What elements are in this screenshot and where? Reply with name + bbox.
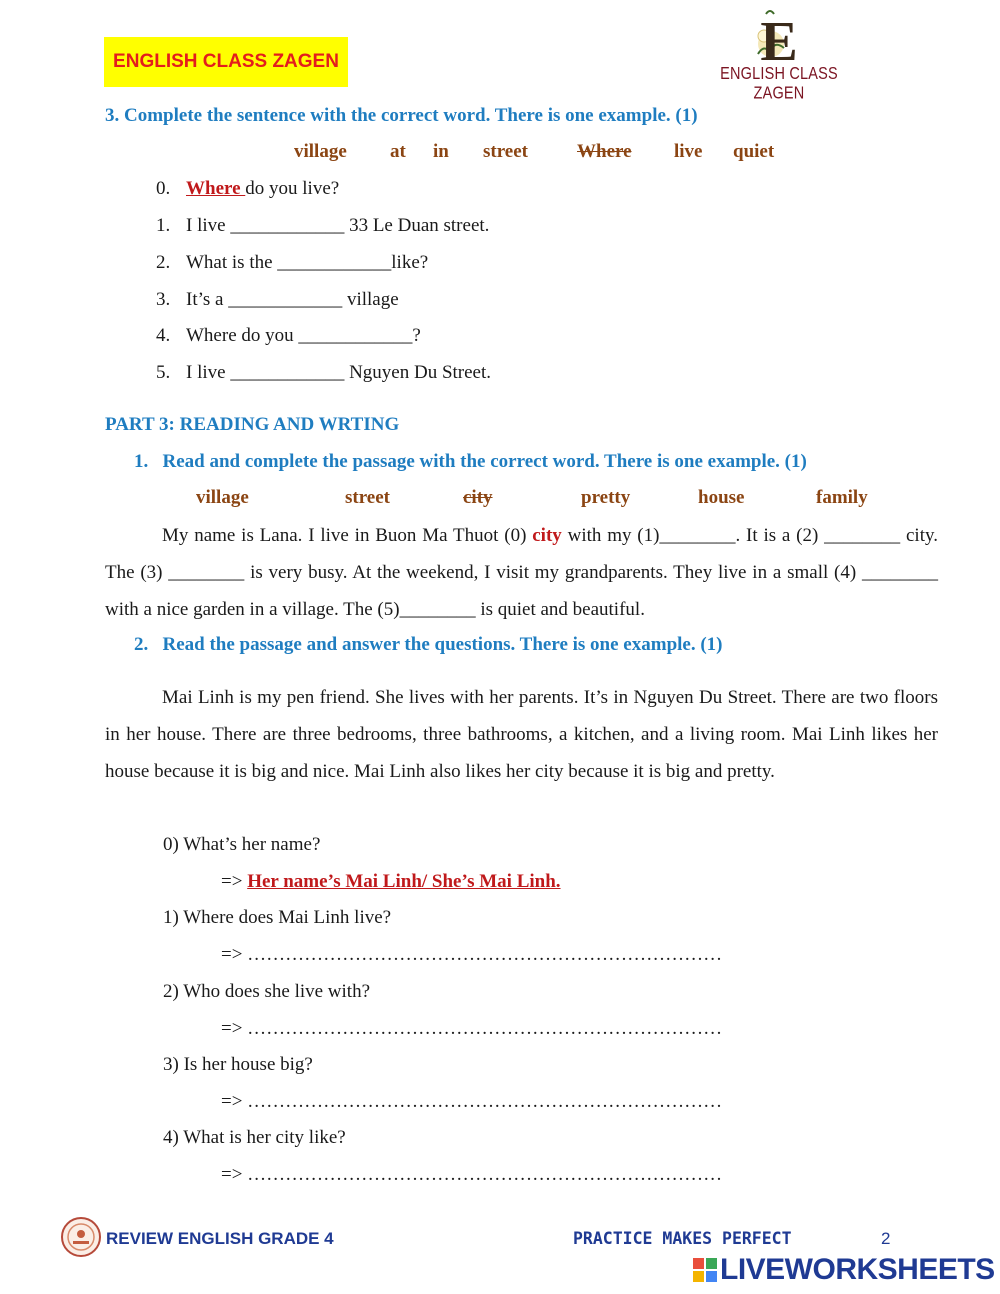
- wordbank-word: live: [674, 141, 703, 162]
- footer-right-text: PRACTICE MAKES PERFECT: [573, 1229, 792, 1248]
- item-text: I live ____________ 33 Le Duan street.: [186, 215, 490, 236]
- example-text: do you live?: [245, 178, 340, 199]
- exercise3-item: [156, 324, 421, 348]
- exercise3-title: 3. Complete the sentence with the correct word. There is one example. (1): [105, 105, 698, 126]
- task2-passage: [105, 679, 938, 790]
- wordbank-word: house: [698, 487, 745, 508]
- task1-title: 1. Read and complete the passage with the correct word. There is one example. (1): [134, 451, 807, 472]
- page-number: 2: [881, 1229, 891, 1248]
- passage-text: Mai Linh is my pen friend. She lives with her parents. It’s in Nguyen Du Street. There are two floors in her house. There are three bedrooms, three bathrooms, a kitchen, and a living room. Mai Linh likes her house because it is big and nice. Mai Linh also likes her city because it is big and pretty.: [105, 687, 938, 782]
- answer-line: => …………………………………………………………………: [221, 1091, 723, 1112]
- task2-question: 4) What is her city like?: [163, 1127, 346, 1148]
- item-text: What is the ____________like?: [186, 252, 429, 273]
- wordbank-word: quiet: [733, 141, 775, 162]
- exercise3-item: [156, 214, 489, 238]
- answer-line: => …………………………………………………………………: [221, 1164, 723, 1185]
- wordbank-word: at: [390, 141, 406, 162]
- item-text: It’s a ____________ village: [186, 289, 399, 310]
- answer-arrow: =>: [221, 871, 248, 892]
- example-answer: Her name’s Mai Linh/ She’s Mai Linh.: [247, 871, 561, 892]
- task2-question: 3) Is her house big?: [163, 1054, 313, 1075]
- wordbank-word: village: [294, 141, 347, 162]
- school-seal-icon: [60, 1216, 102, 1258]
- wordbank-word: in: [433, 141, 449, 162]
- liveworksheets-logo-icon: [693, 1258, 717, 1282]
- passage-text: with my (1)________. It is a (2) ________ city. The (3) ________ is very busy. At the weekend, I visit my grandparents. They live in a small (4) ________ with a nice garden in a village. The (5)________ is quiet and beautiful.: [105, 525, 938, 620]
- example-answer: Where: [186, 178, 246, 199]
- task2-title: 2. Read the passage and answer the questions. There is one example. (1): [134, 634, 723, 655]
- exercise3-item: [156, 288, 399, 312]
- task2-question: 1) Where does Mai Linh live?: [163, 907, 392, 928]
- item-number: 3.: [156, 289, 171, 310]
- task2-question: 2) Who does she live with?: [163, 981, 371, 1002]
- class-logo: [696, 6, 862, 104]
- footer-left-text: REVIEW ENGLISH GRADE 4: [106, 1229, 334, 1248]
- item-text: I live ____________ Nguyen Du Street.: [186, 362, 492, 383]
- answer-line: => …………………………………………………………………: [221, 944, 723, 965]
- item-number: 0.: [156, 178, 171, 199]
- task2-example-question: 0) What’s her name?: [163, 834, 321, 855]
- wordbank-word: pretty: [581, 487, 631, 508]
- wordbank-word-used: city: [463, 487, 493, 508]
- item-number: 1.: [156, 215, 171, 236]
- item-number: 5.: [156, 362, 171, 383]
- part3-title: PART 3: READING AND WRTING: [105, 414, 400, 435]
- wordbank-word: street: [483, 141, 529, 162]
- item-number: 4.: [156, 325, 171, 346]
- passage-text: My name is Lana. I live in Buon Ma Thuot (0): [162, 525, 533, 546]
- task2-example-answer-row: [221, 870, 561, 894]
- answer-line: => …………………………………………………………………: [221, 1018, 723, 1039]
- exercise3-item: [156, 251, 428, 275]
- exercise3-example: [156, 177, 339, 201]
- wordbank-word: street: [345, 487, 391, 508]
- item-number: 2.: [156, 252, 171, 273]
- wordbank-word: family: [816, 487, 868, 508]
- exercise3-item: [156, 361, 491, 385]
- task1-passage: [105, 517, 938, 628]
- header-banner: ENGLISH CLASS ZAGEN: [104, 37, 348, 87]
- logo-text: ENGLISH CLASS ZAGEN: [720, 64, 838, 104]
- item-text: Where do you ____________?: [186, 325, 421, 346]
- logo-emblem-icon: [696, 6, 862, 68]
- liveworksheets-brand: LIVEWORKSHEETS: [720, 1253, 995, 1286]
- exercise3-wordbank: [0, 141, 1000, 165]
- passage-example-word: city: [532, 525, 562, 546]
- wordbank-word: village: [196, 487, 249, 508]
- wordbank-word-used: Where: [577, 141, 632, 162]
- task1-wordbank: [0, 487, 1000, 511]
- logo-letter: E: [760, 11, 798, 68]
